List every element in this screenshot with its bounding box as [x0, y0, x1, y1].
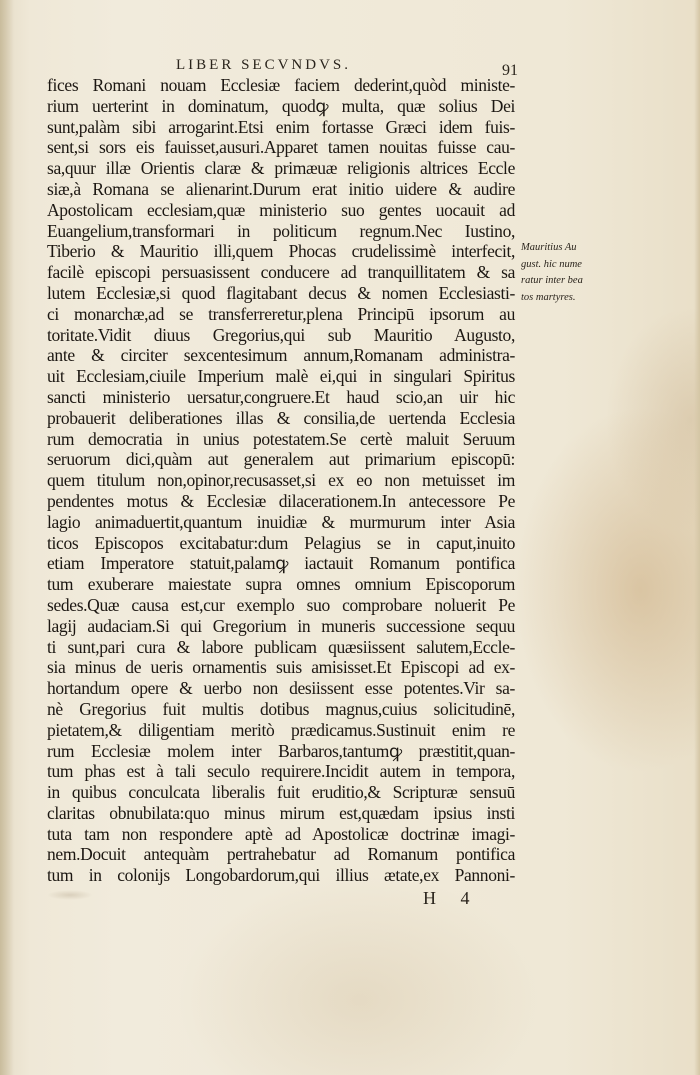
text-line: sancti ministerio uersatur,congruere.Et haud scio,an uir hic	[47, 386, 515, 407]
text-line: in quibus conculcata liberalis fuit eruditio,& Scripturæ sensuū	[47, 782, 515, 803]
text-line: Tiberio & Mauritio illi,quem Phocas crudelissimè interfecit,	[47, 241, 515, 262]
main-text-block	[47, 75, 515, 886]
text-line: toritate.Vidit diuus Gregorius,qui sub Mauritio Augusto,	[47, 324, 515, 345]
text-line: nè Gregorius fuit multis dotibus magnus,cuius solicitudinē,	[47, 698, 515, 719]
text-line: Euangelium,transformari in politicum regnum.Nec Iustino,	[47, 220, 515, 241]
text-line: fices Romani nouam Ecclesiæ faciem dederint,quòd ministe-	[47, 75, 515, 95]
running-head: LIBER SECVNDVS.	[176, 57, 352, 73]
text-line: sa,quur illæ Orientis claræ & primæuæ religionis altrices Eccle	[47, 158, 515, 179]
signature-mark: H 4	[423, 888, 480, 908]
marginal-note-line: ratur inter bea	[521, 275, 583, 286]
text-line: uit Ecclesiam,ciuile Imperium malè ei,qui in singulari Spiritus	[47, 366, 515, 387]
marginal-note	[521, 240, 611, 306]
text-line: facilè episcopi persuasissent conducere ad tranquillitatem & sa	[47, 262, 515, 283]
text-line: tuta tam non respondere aptè ad Apostolicæ doctrinæ imagi-	[47, 823, 515, 844]
text-line: sedes.Quæ causa est,cur exemplo suo comprobare noluerit Pe	[47, 594, 515, 615]
text-line: etiam Imperatore statuit,palamꝙ iactauit Romanum pontifica	[47, 553, 515, 574]
marginal-note-line: tos martyres.	[521, 291, 576, 303]
text-line: lagij audaciam.Si qui Gregorium in muneris successione sequu	[47, 615, 515, 636]
page-edge	[694, 0, 700, 1075]
text-line: quem titulum non,opinor,recusasset,si ex eo non metuisset im	[47, 470, 515, 491]
text-line: nem.Docuit antequàm pertrahebatur ad Romanum pontifica	[47, 844, 515, 865]
marginal-note-line: Mauritius Au	[521, 242, 577, 253]
text-line: probauerit deliberationes illas & consilia,de uertenda Ecclesia	[47, 407, 515, 428]
text-line: tum in colonijs Longobardorum,qui illius ætate,ex Pannoni-	[47, 865, 515, 886]
text-line: claritas obnubilata:quo minus mirum est,quædam ipsius insti	[47, 802, 515, 823]
text-line: ci monarchæ,ad se transferreretur,plena Principū ipsorum au	[47, 303, 515, 324]
text-line: sia minus de ueris ornamentis suis amisisset.Et Episcopi ad ex-	[47, 657, 515, 678]
page-number: 91	[502, 62, 518, 79]
text-line: pendentes motus & Ecclesiæ dilacerationem.In antecessore Pe	[47, 490, 515, 511]
text-line: Apostolicam ecclesiam,quæ ministerio suo gentes uocauit ad	[47, 199, 515, 220]
text-line: seruorum dici,quàm aut generalem aut primarium episcopū:	[47, 449, 515, 470]
text-line: tum phas est à tali seculo requirere.Incidit autem in tempora,	[47, 761, 515, 782]
text-line: tum exuberare maiestate supra omnes omnium Episcoporum	[47, 574, 515, 595]
text-line: ti sunt,pari cura & labore publicam quæsiissent salutem,Eccle-	[47, 636, 515, 657]
marginal-note-line: gust. hic nume	[521, 258, 582, 270]
text-line: hortandum opere & uerbo non desiissent esse potentes.Vir sa-	[47, 678, 515, 699]
text-line: rium uerterint in dominatum, quodꝙ multa, quæ solius Dei	[47, 95, 515, 116]
page-gutter-shadow	[0, 0, 14, 1075]
text-line: lutem Ecclesiæ,si quod flagitabant decus & nomen Ecclesiasti-	[47, 282, 515, 303]
text-line: lagio animaduertit,quantum inuidiæ & murmurum inter Asia	[47, 511, 515, 532]
text-line: rum Ecclesiæ molem inter Barbaros,tantumꝙ præstitit,quan-	[47, 740, 515, 761]
ink-offset-smudge	[47, 890, 93, 900]
text-line: rum democratia in unius potestatem.Se certè maluit Seruum	[47, 428, 515, 449]
text-line: ticos Episcopos excitabatur:dum Pelagius se in caput,inuito	[47, 532, 515, 553]
text-line: ante & circiter sexcentesimum annum,Romanam administra-	[47, 345, 515, 366]
text-line: siæ,à Romana se alienarint.Durum erat initio uidere & audire	[47, 178, 515, 199]
text-line: sent,si sors eis fauisset,ausuri.Apparet tamen nouitas fuisse cau-	[47, 137, 515, 158]
text-line: sunt,palàm sibi arrogarint.Etsi enim fortasse Græci idem fuis-	[47, 116, 515, 137]
text-line: pietatem,& diligentiam meritò prædicamus.Sustinuit enim re	[47, 719, 515, 740]
